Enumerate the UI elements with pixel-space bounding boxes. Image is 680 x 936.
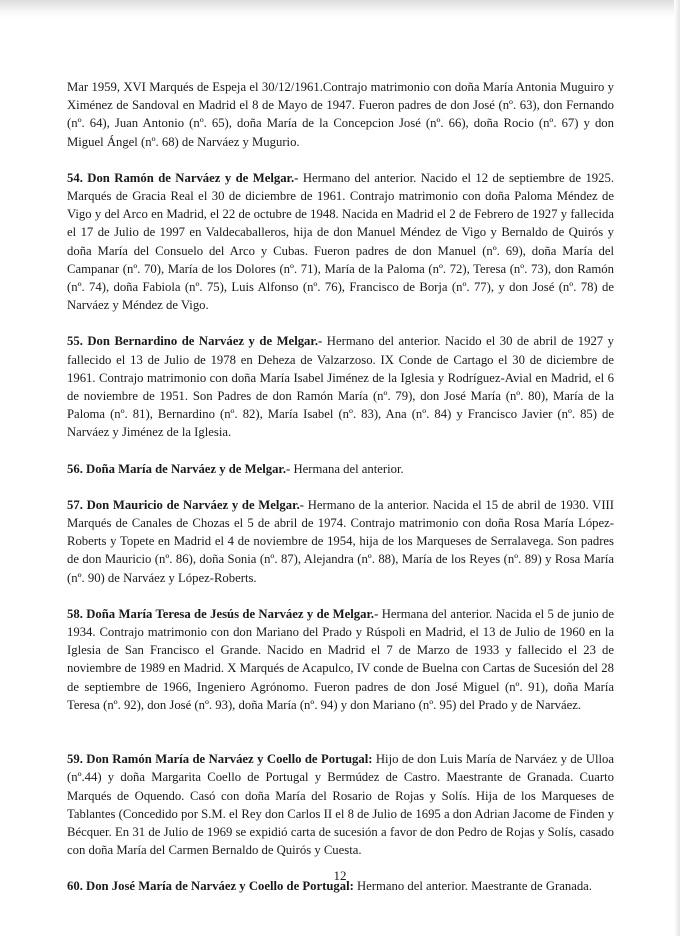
entry-heading: 57. Don Mauricio de Narváez y de Melgar.- [67, 497, 304, 512]
entry-heading: 55. Don Bernardino de Narváez y de Melgar.- [67, 334, 323, 349]
entry-heading: 60. Don José María de Narváez y Coello de Portugal: [67, 879, 354, 894]
page-number: 12 [333, 868, 347, 883]
entry-58 [67, 605, 614, 714]
entry-55 [67, 332, 614, 441]
entry-text: Hermana del anterior. [290, 461, 404, 476]
entry-53-continuation [67, 78, 614, 151]
entry-text: Hermano de la anterior. Nacida el 15 de abril de 1930. VIII Marqués de Canales de Chozas el 5 de abril de 1974. Contrajo matrimonio con doña Rosa María López-Roberts y Topete en Madrid el 4 de noviembre de 1954, hija de los Marqueses de Serralavega. Son padres de don Mauricio (nº. 86), doña Sonia (nº. 87), Alejandra (nº. 88), María de los Reyes (nº. 89) y Rosa María (nº. 90) de Narváez y López-Roberts. [67, 497, 614, 585]
entry-57 [67, 496, 614, 587]
entry-56 [67, 460, 614, 478]
entry-text: Hermano del anterior. Maestrante de Granada. [353, 879, 592, 894]
entry-heading: 54. Don Ramón de Narváez y de Melgar.- [67, 170, 299, 185]
entry-heading: 58. Doña María Teresa de Jesús de Narváez y de Melgar.- [67, 606, 379, 621]
entry-text: Hijo de don Luis María de Narváez y de Ulloa (nº.44) y doña Margarita Coello de Portugal y Bermúdez de Castro. Maestrante de Granada. Cuarto Marqués de Oquendo. Casó con doña María del Rosario de Rojas y Solís. Hija de los Marqueses de Tablantes (Concedido por S.M. el Rey don Carlos II el 8 de Julio de 1695 a don Adrian Jacome de Finden y Bécquer. En 31 de Julio de 1969 se expidió carta de sucesión a favor de don Pedro de Rojas y Solís, casado con doña María del Carmen Bernaldo de Quirós y Cuesta. [67, 752, 614, 858]
entry-text: Hermano del anterior. Nacido el 30 de abril de 1927 y fallecido el 13 de Julio de 1978 en Deheza de Valzarzoso. IX Conde de Cartago el 30 de diciembre de 1961. Contrajo matrimonio con doña María Isabel Jiménez de la Iglesia y Rodríguez-Avial en Madrid, el 6 de noviembre de 1951. Son Padres de don Ramón María (nº. 79), don José María (nº. 80), María de la Paloma (nº. 81), Bernardino (nº. 82), María Isabel (nº. 83), Ana (nº. 84) y Francisco Javier (nº. 85) de Narváez y Jiménez de la Iglesia. [67, 334, 615, 440]
page-body [67, 78, 614, 896]
entry-heading: 59. Don Ramón María de Narváez y Coello de Portugal: [67, 752, 373, 767]
entry-54 [67, 169, 614, 315]
scan-shadow-top [0, 0, 680, 18]
entry-text: Hermano del anterior. Nacido el 12 de septiembre de 1925. Marqués de Gracia Real el 30 de diciembre de 1961. Contrajo matrimonio con doña Paloma Méndez de Vigo y del Arco en Madrid, el 22 de octubre de 1948. Nacida en Madrid el 2 de Febrero de 1927 y fallecida el 17 de Julio de 1997 en Valdecaballeros, hija de don Manuel Méndez de Vigo y Bernaldo de Quirós y doña María del Consuelo del Arco y Cubas. Fueron padres de don Manuel (nº. 69), doña María del Campanar (nº. 70), María de los Dolores (nº. 71), María de la Paloma (nº. 72), Teresa (nº. 73), don Ramón (nº. 74), doña Fabiola (nº. 75), Luis Alfonso (nº. 76), Francisco de Borja (nº. 77), y don José (nº. 78) de Narváez y Méndez de Vigo. [67, 170, 614, 313]
entry-heading: 56. Doña María de Narváez y de Melgar.- [67, 461, 291, 476]
entry-text: Mar 1959, XVI Marqués de Espeja el 30/12/1961.Contrajo matrimonio con doña María Antonia Muguiro y Ximénez de Sandoval en Madrid el 8 de Mayo de 1947. Fueron padres de don José (nº. 63), don Fernando (nº. 64), Juan Antonio (nº. 65), doña María de la Concepcion José (nº. 66), doña Rocio (nº. 67) y don Miguel Ángel (nº. 68) de Narváez y Mugurio. [67, 80, 614, 149]
entry-text: Hermana del anterior. Nacida el 5 de junio de 1934. Contrajo matrimonio con don Mariano del Prado y Rúspoli en Madrid, el 13 de Julio de 1960 en la Iglesia de San Francisco el Grande. Nacido en Madrid el 7 de Marzo de 1933 y fallecido el 23 de noviembre de 1989 en Madrid. X Marqués de Acapulco, IV conde de Buelna con Cartas de Sucesión del 28 de septiembre de 1966, Ingeniero Agrónomo. Fueron padres de don José Miguel (nº. 91), doña María Teresa (nº. 92), don José (nº. 93), doña María (nº. 94) y don Mariano (nº. 95) del Prado y de Narváez. [67, 606, 615, 712]
entry-59 [67, 750, 614, 859]
scan-shadow-right [674, 0, 680, 936]
